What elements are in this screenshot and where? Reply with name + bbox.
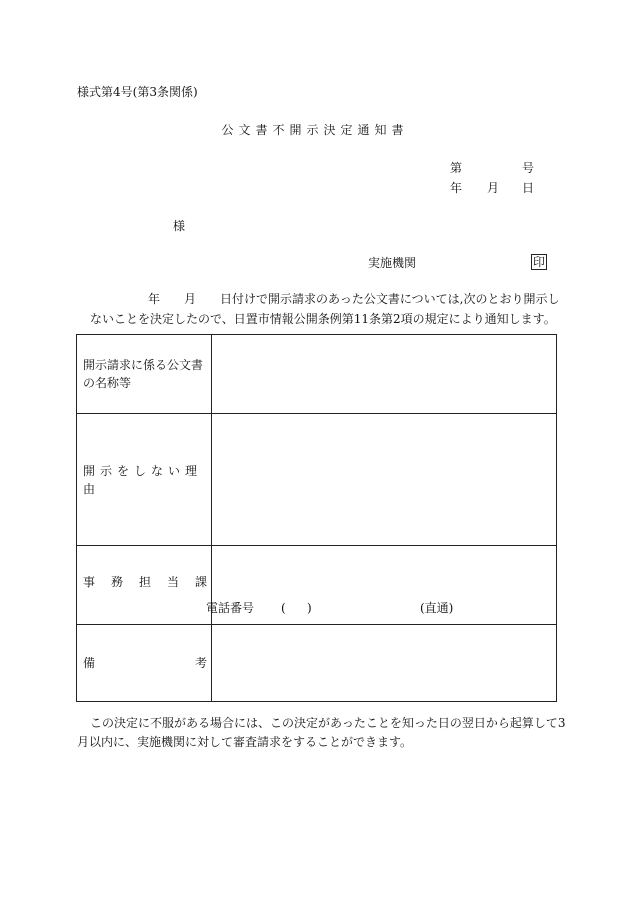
disclosure-table xyxy=(76,334,557,702)
date-day-label: 日 xyxy=(522,181,535,195)
remarks-label xyxy=(77,625,212,702)
department-label-char: 課 xyxy=(194,575,207,589)
form-number: 様式第4号(第3条関係) xyxy=(77,85,198,99)
body-year-label: 年 xyxy=(148,292,161,306)
document-title: 公文書不開示決定通知書 xyxy=(221,123,409,137)
table-row-department xyxy=(77,546,557,625)
table-row-document-name xyxy=(77,335,557,414)
remarks-value xyxy=(212,625,557,702)
department-label-char: 務 xyxy=(110,575,123,589)
document-number-suffix: 号 xyxy=(522,161,535,175)
document-number-label: 第 xyxy=(450,161,463,175)
reason-value xyxy=(212,414,557,546)
date-month-label: 月 xyxy=(487,181,500,195)
table-row-reason xyxy=(77,414,557,546)
phone-label: 電話番号 xyxy=(206,601,255,615)
seal-mark: 印 xyxy=(532,255,545,269)
department-label xyxy=(77,546,212,625)
agency-label: 実施機関 xyxy=(368,256,417,270)
document-name-value xyxy=(212,335,557,414)
footer-line-2: 月以内に、実施機関に対して審査請求をすることができます。 xyxy=(77,735,413,749)
remarks-label-char: 備 xyxy=(83,656,96,670)
body-line-2: ないことを決定したので、日置市情報公開条例第11条第2項の規定により通知します。 xyxy=(90,312,556,326)
phone-paren-close: ) xyxy=(307,601,312,615)
department-label-char: 担 xyxy=(138,575,151,589)
reason-label xyxy=(77,414,212,546)
date-year-label: 年 xyxy=(450,181,463,195)
document-name-label-text: 開示請求に係る公文書の名称等 xyxy=(83,358,204,390)
reason-label-text: 開示をしない理由 xyxy=(83,463,203,496)
document-name-label xyxy=(77,335,212,414)
footer-line-1: この決定に不服がある場合には、この決定があったことを知った日の翌日から起算して3 xyxy=(90,716,566,730)
phone-paren-open: ( xyxy=(281,601,286,615)
department-label-char: 事 xyxy=(83,575,96,589)
department-label-char: 当 xyxy=(166,575,179,589)
remarks-label-char: 考 xyxy=(194,656,207,670)
body-line-1: 日付けで開示請求のあった公文書については,次のとおり開示し xyxy=(220,292,560,306)
phone-direct-label: (直通) xyxy=(420,601,454,615)
table-row-remarks xyxy=(77,625,557,702)
body-month-label: 月 xyxy=(184,292,197,306)
department-value xyxy=(212,546,557,625)
addressee-suffix: 様 xyxy=(173,219,186,233)
